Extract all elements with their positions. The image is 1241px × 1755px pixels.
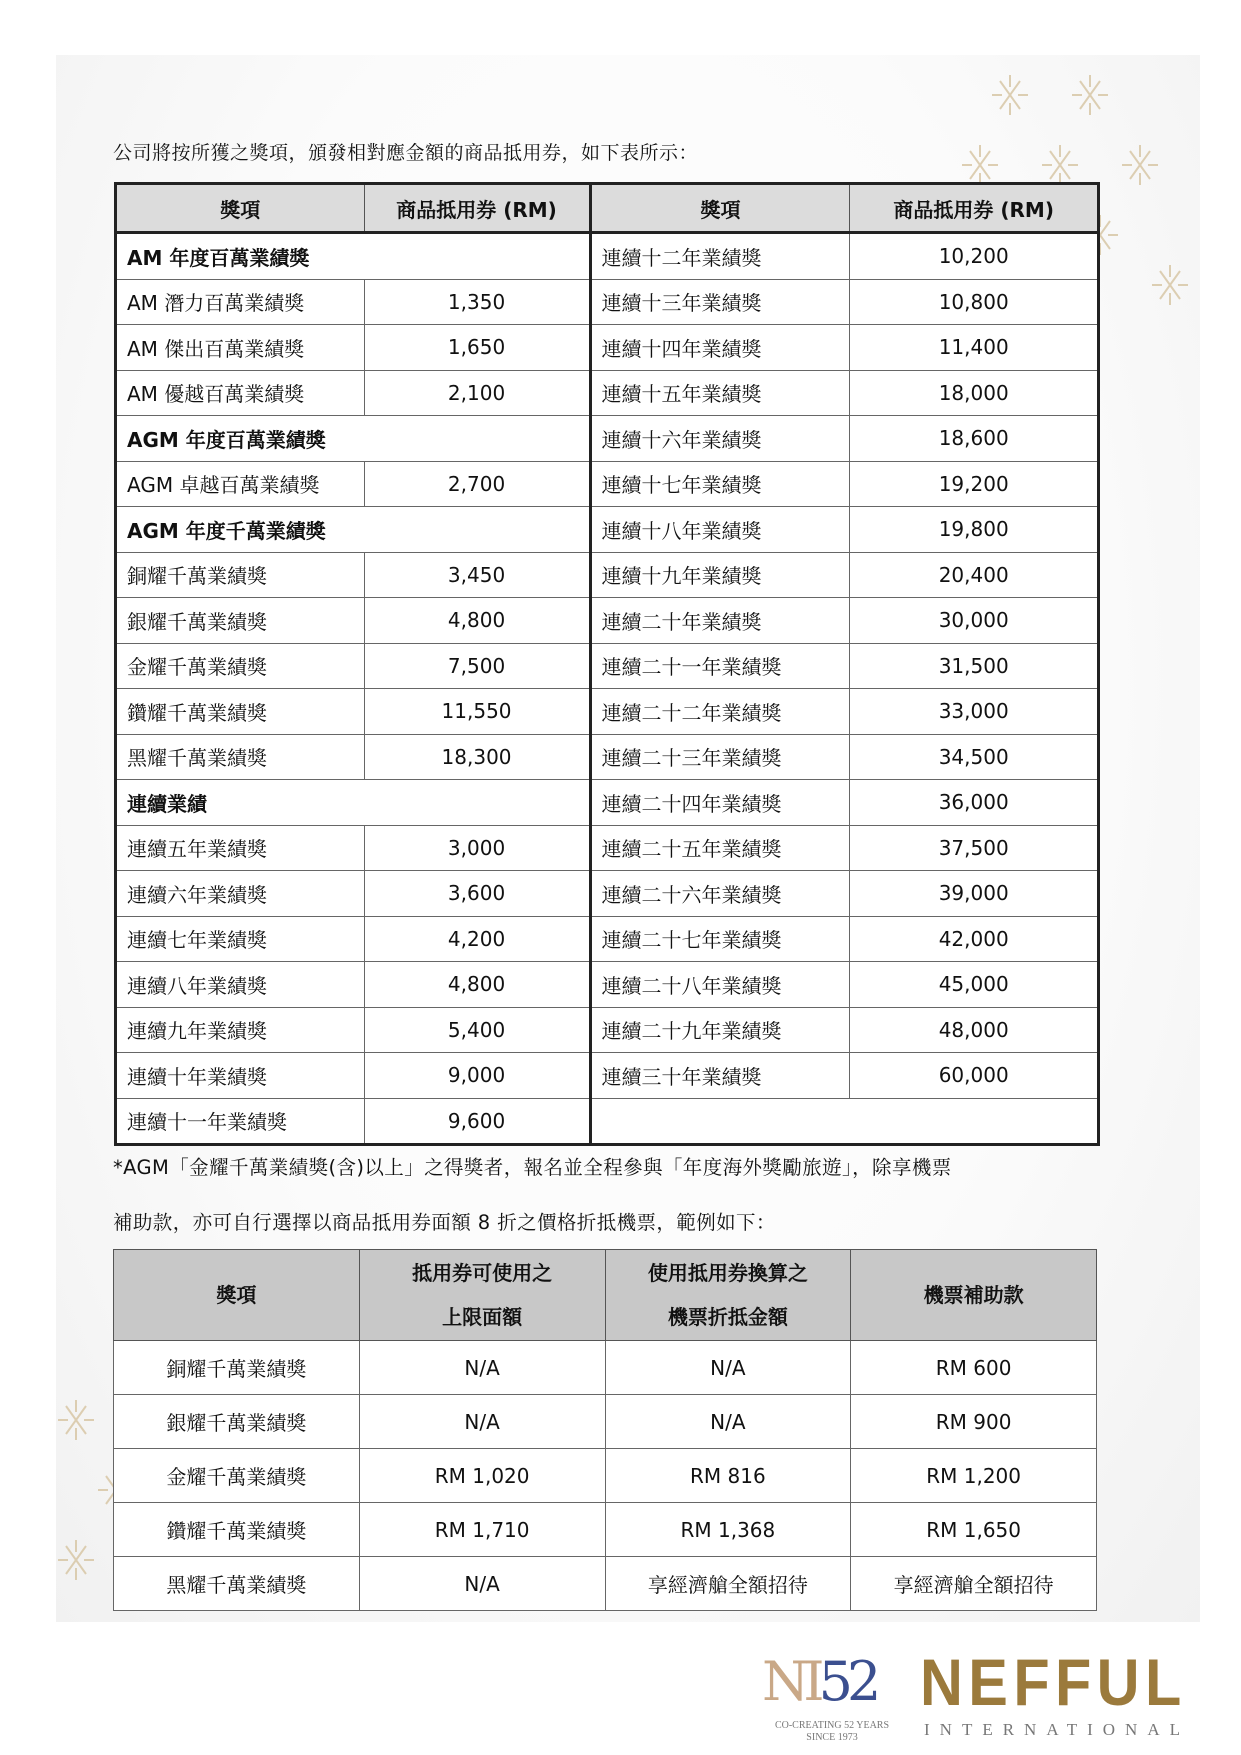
award-name: 連續二十九年業績獎 <box>590 1007 850 1053</box>
award-name: 連續二十六年業績獎 <box>590 871 850 917</box>
header-award: 獎項 <box>116 184 365 233</box>
voucher-limit: N/A <box>359 1557 605 1611</box>
section-heading: AGM 年度百萬業績獎 <box>116 416 591 462</box>
award-name: 連續二十三年業績獎 <box>590 734 850 780</box>
voucher-value: 11,400 <box>850 325 1099 371</box>
award-name: 連續二十四年業績獎 <box>590 780 850 826</box>
table-row <box>116 780 1099 826</box>
voucher-value: 1,650 <box>364 325 590 371</box>
voucher-limit: N/A <box>359 1395 605 1449</box>
award-name: 黑耀千萬業績獎 <box>114 1557 360 1611</box>
table-row <box>116 689 1099 735</box>
voucher-limit: RM 1,710 <box>359 1503 605 1557</box>
award-name: AGM 卓越百萬業績獎 <box>116 461 365 507</box>
award-name: AM 優越百萬業績獎 <box>116 370 365 416</box>
award-name: 連續十四年業績獎 <box>590 325 850 371</box>
award-name: 連續十五年業績獎 <box>590 370 850 416</box>
voucher-value: 5,400 <box>364 1007 590 1053</box>
intro-text: 公司將按所獲之獎項，頒發相對應金額的商品抵用券，如下表所示： <box>113 142 699 164</box>
voucher-value: 31,500 <box>850 643 1099 689</box>
voucher-value: 18,000 <box>850 370 1099 416</box>
award-name: 銀耀千萬業績獎 <box>116 598 365 644</box>
award-name: AM 潛力百萬業績獎 <box>116 279 365 325</box>
table-row <box>116 1053 1099 1099</box>
airfare-subsidy: RM 900 <box>851 1395 1097 1449</box>
award-name: 連續二十五年業績獎 <box>590 825 850 871</box>
award-name: 連續二十七年業績獎 <box>590 916 850 962</box>
table-header-row <box>116 184 1099 233</box>
award-name: 金耀千萬業績獎 <box>116 643 365 689</box>
award-name: 連續九年業績獎 <box>116 1007 365 1053</box>
table-row <box>116 461 1099 507</box>
voucher-limit: N/A <box>359 1341 605 1395</box>
table-row <box>114 1341 1097 1395</box>
table-row <box>114 1449 1097 1503</box>
voucher-value: 37,500 <box>850 825 1099 871</box>
voucher-value: 20,400 <box>850 552 1099 598</box>
table-row <box>116 370 1099 416</box>
voucher-value: 9,000 <box>364 1053 590 1099</box>
section-heading: 連續業績 <box>116 780 591 826</box>
voucher-value: 7,500 <box>364 643 590 689</box>
ni52-tagline: CO-CREATING 52 YEARS SINCE 1973 <box>774 1720 890 1743</box>
header-airfare-subsidy: 機票補助款 <box>851 1250 1097 1341</box>
award-name: 連續六年業績獎 <box>116 871 365 917</box>
award-name: 鑽耀千萬業績獎 <box>116 689 365 735</box>
voucher-value: 4,800 <box>364 962 590 1008</box>
voucher-value: 18,300 <box>364 734 590 780</box>
table-row <box>116 325 1099 371</box>
award-name: 連續二十二年業績獎 <box>590 689 850 735</box>
table-row <box>114 1557 1097 1611</box>
empty-cell <box>590 1098 1098 1145</box>
airfare-offset: RM 816 <box>605 1449 851 1503</box>
voucher-value: 4,200 <box>364 916 590 962</box>
table-row <box>116 598 1099 644</box>
voucher-value: 10,800 <box>850 279 1099 325</box>
header-voucher: 商品抵用券 (RM) <box>850 184 1099 233</box>
section-heading: AM 年度百萬業績獎 <box>116 233 591 280</box>
award-name: 黑耀千萬業績獎 <box>116 734 365 780</box>
table-row <box>116 825 1099 871</box>
company-logo <box>762 1645 1202 1745</box>
voucher-value: 39,000 <box>850 871 1099 917</box>
award-name: 連續十六年業績獎 <box>590 416 850 462</box>
table-row <box>116 734 1099 780</box>
voucher-value: 2,100 <box>364 370 590 416</box>
award-name: 連續八年業績獎 <box>116 962 365 1008</box>
airfare-subsidy: 享經濟艙全額招待 <box>851 1557 1097 1611</box>
voucher-table <box>114 182 1100 1146</box>
voucher-limit: RM 1,020 <box>359 1449 605 1503</box>
header-airfare-offset: 使用抵用券換算之 機票折抵金額 <box>605 1250 851 1341</box>
airfare-offset: N/A <box>605 1395 851 1449</box>
award-name: 連續十一年業績獎 <box>116 1098 365 1145</box>
international-wordmark: INTERNATIONAL <box>924 1720 1190 1739</box>
voucher-value: 60,000 <box>850 1053 1099 1099</box>
table-row <box>116 507 1099 553</box>
voucher-value: 36,000 <box>850 780 1099 826</box>
header-award: 獎項 <box>590 184 850 233</box>
award-name: 鑽耀千萬業績獎 <box>114 1503 360 1557</box>
award-name: 銀耀千萬業績獎 <box>114 1395 360 1449</box>
voucher-value: 10,200 <box>850 233 1099 280</box>
note-line-1: *AGM「金耀千萬業績獎(含)以上」之得獎者，報名並全程參與「年度海外獎勵旅遊」，除享機票 <box>113 1156 952 1179</box>
nefful-wordmark: NEFFUL <box>920 1645 1187 1719</box>
award-name: 連續十二年業績獎 <box>590 233 850 280</box>
airfare-example-table <box>113 1249 1097 1611</box>
table-row <box>116 552 1099 598</box>
voucher-value: 30,000 <box>850 598 1099 644</box>
voucher-value: 18,600 <box>850 416 1099 462</box>
award-name: 連續三十年業績獎 <box>590 1053 850 1099</box>
table-row <box>116 643 1099 689</box>
award-name: 連續二十八年業績獎 <box>590 962 850 1008</box>
airfare-subsidy: RM 1,200 <box>851 1449 1097 1503</box>
table-row <box>114 1395 1097 1449</box>
voucher-value: 4,800 <box>364 598 590 644</box>
award-name: 連續十九年業績獎 <box>590 552 850 598</box>
table-row <box>116 233 1099 280</box>
award-name: 連續二十一年業績獎 <box>590 643 850 689</box>
award-name: 連續七年業績獎 <box>116 916 365 962</box>
table-row <box>116 962 1099 1008</box>
voucher-value: 3,600 <box>364 871 590 917</box>
airfare-offset: RM 1,368 <box>605 1503 851 1557</box>
airfare-subsidy: RM 600 <box>851 1341 1097 1395</box>
award-name: 金耀千萬業績獎 <box>114 1449 360 1503</box>
voucher-value: 19,800 <box>850 507 1099 553</box>
header-voucher: 商品抵用券 (RM) <box>364 184 590 233</box>
section-heading: AGM 年度千萬業績獎 <box>116 507 591 553</box>
voucher-value: 45,000 <box>850 962 1099 1008</box>
voucher-value: 48,000 <box>850 1007 1099 1053</box>
award-name: 銅耀千萬業績獎 <box>116 552 365 598</box>
table-header-row <box>114 1250 1097 1341</box>
table-row <box>116 279 1099 325</box>
voucher-value: 3,450 <box>364 552 590 598</box>
award-name: 連續五年業績獎 <box>116 825 365 871</box>
award-name: 銅耀千萬業績獎 <box>114 1341 360 1395</box>
table-row <box>116 916 1099 962</box>
voucher-value: 11,550 <box>364 689 590 735</box>
award-name: 連續十年業績獎 <box>116 1053 365 1099</box>
table-row <box>116 1007 1099 1053</box>
table-row <box>116 1098 1099 1145</box>
award-name: 連續十七年業績獎 <box>590 461 850 507</box>
award-name: 連續十八年業績獎 <box>590 507 850 553</box>
voucher-value: 3,000 <box>364 825 590 871</box>
ni52-logo: NI52 <box>762 1650 876 1713</box>
award-name: 連續十三年業績獎 <box>590 279 850 325</box>
voucher-value: 2,700 <box>364 461 590 507</box>
voucher-value: 34,500 <box>850 734 1099 780</box>
table-row <box>116 871 1099 917</box>
note-line-2: 補助款，亦可自行選擇以商品抵用券面額 8 折之價格折抵機票，範例如下： <box>113 1211 776 1234</box>
voucher-value: 9,600 <box>364 1098 590 1145</box>
table-row <box>116 416 1099 462</box>
airfare-subsidy: RM 1,650 <box>851 1503 1097 1557</box>
award-name: AM 傑出百萬業績獎 <box>116 325 365 371</box>
airfare-offset: 享經濟艙全額招待 <box>605 1557 851 1611</box>
voucher-value: 42,000 <box>850 916 1099 962</box>
voucher-value: 1,350 <box>364 279 590 325</box>
header-voucher-limit: 抵用券可使用之 上限面額 <box>359 1250 605 1341</box>
table-row <box>114 1503 1097 1557</box>
voucher-value: 33,000 <box>850 689 1099 735</box>
airfare-offset: N/A <box>605 1341 851 1395</box>
header-award: 獎項 <box>114 1250 360 1341</box>
award-name: 連續二十年業績獎 <box>590 598 850 644</box>
voucher-value: 19,200 <box>850 461 1099 507</box>
